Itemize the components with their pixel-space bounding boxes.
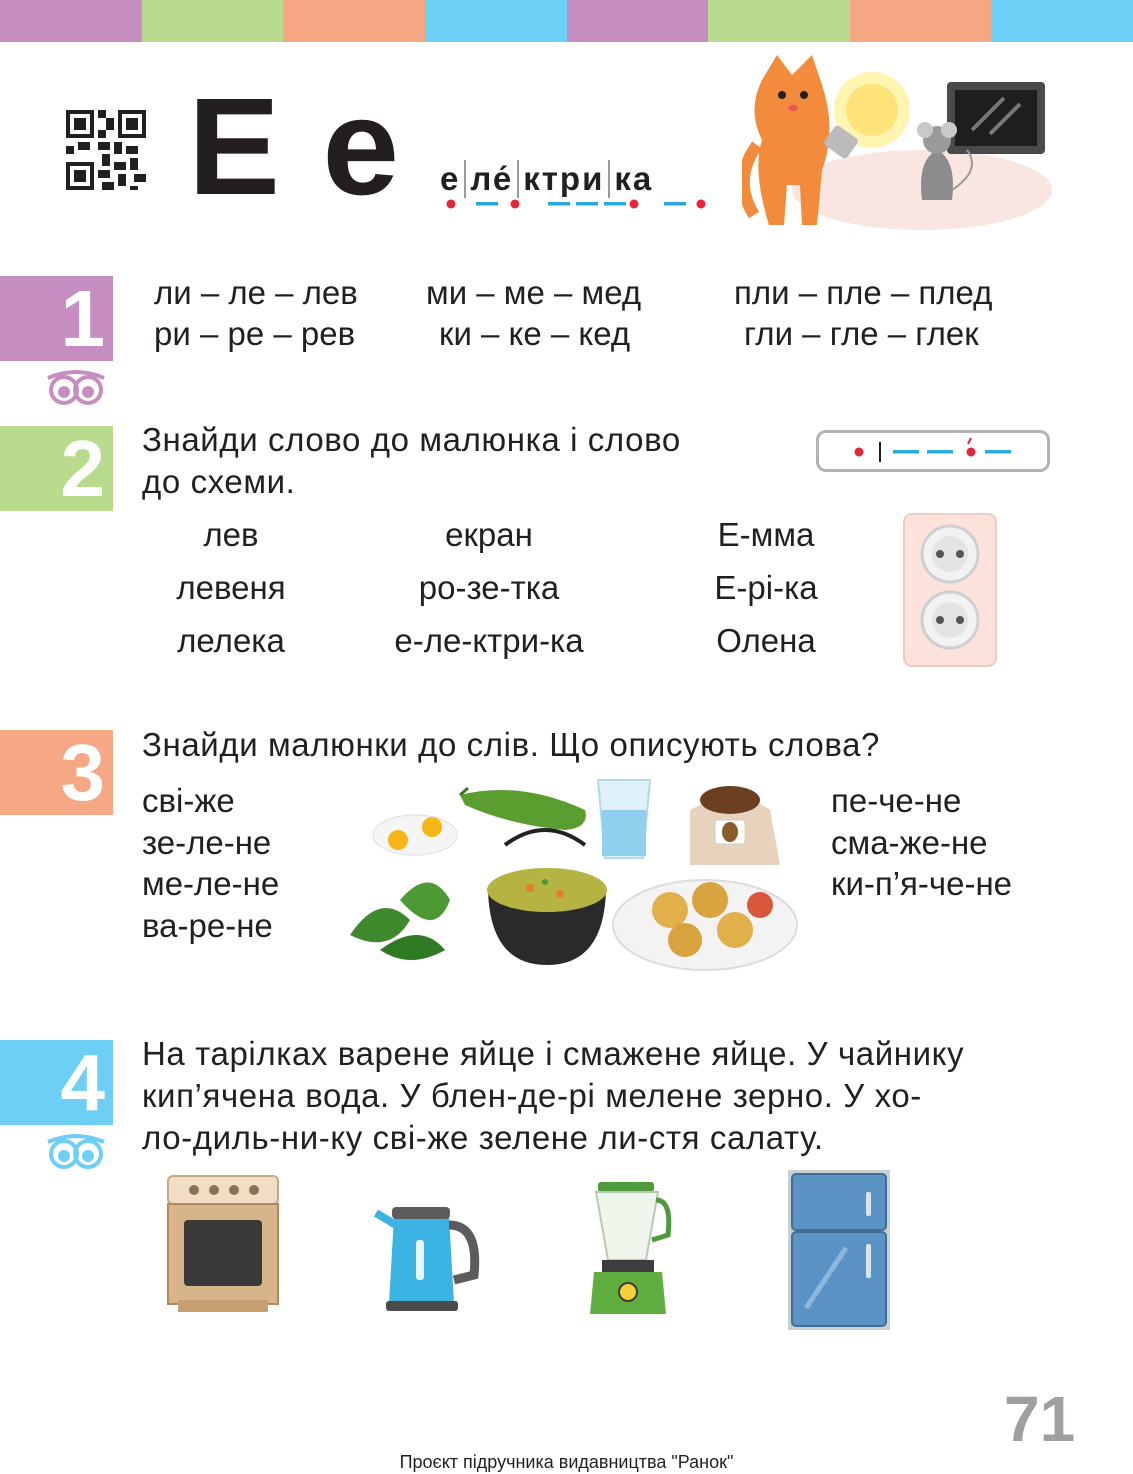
word: Е-рі-ка [714,569,818,606]
refrigerator-image [786,1168,892,1332]
word: зе-ле-не [142,823,272,861]
blender-image [582,1180,674,1316]
word: екран [445,516,533,553]
word: Е-мма [717,516,815,553]
prompt-line: до схеми. [142,463,296,500]
task-number-3: 3 [0,730,113,815]
syllable: ктри [517,160,608,198]
stove-image [164,1172,282,1314]
word: сма-же-не [831,823,988,861]
syllable-chain: ри – ре – рев [154,315,356,352]
syllable-chain: пли – пле – плед [734,274,993,311]
task-number-1: 1 [0,276,113,361]
color-strip [567,0,709,42]
letter-heading: Е е [188,70,402,224]
word-list-right [831,780,1012,905]
syllable-chain: ми – ме – мед [426,274,642,311]
word: ме-ле-не [142,865,280,902]
syllable: ка [608,160,657,198]
owl-eyes-icon [44,370,108,406]
syllable: е [440,160,461,197]
prompt-line: Знайди слово до малюнка і слово [142,421,681,458]
word: сві-же [142,782,235,819]
syllable-chain: ли – ле – лев [154,274,358,311]
power-socket-image [902,512,998,668]
word: е-ле-ктри-ка [394,622,584,659]
task-number-4: 4 [0,1040,113,1125]
color-strip [850,0,992,42]
color-strip [425,0,567,42]
page-number: 71 [1004,1383,1076,1455]
top-color-bar [0,0,1133,42]
syllable-row-2 [154,315,979,353]
qr-code-icon[interactable] [66,110,146,190]
task-3-prompt: Знайди малюнки до слів. Що описують слова? [142,726,881,763]
syllable: ле́ [464,160,517,198]
word: левеня [176,569,286,606]
syllable-row-1 [154,274,992,312]
syllable-chain: ки – ке – кед [439,315,631,352]
color-strip [0,0,142,42]
cat-mouse-illustration [742,50,1052,235]
color-strip [708,0,850,42]
footer-text: Проєкт підручника видавництва "Ранок" [399,1452,734,1472]
word: ки-п’я-че-не [831,865,1013,902]
text-line: кип’ячена вода. У блен-де-рі мелене зерно. У хо- [142,1077,922,1114]
word: ро-зе-тка [418,569,560,606]
word: лев [203,516,259,553]
task-number-2: 2 [0,426,113,511]
color-strip [283,0,425,42]
word-list-left [142,780,279,946]
task-2-prompt [142,419,681,503]
word-scheme [819,433,1047,469]
food-pictures [340,770,800,975]
word: ва-ре-не [142,906,273,944]
color-strip [991,0,1133,42]
owl-eyes-icon [44,1134,108,1170]
syllable-chain: гли – гле – глек [744,315,979,352]
word: лелека [177,622,285,659]
word: Олена [716,622,816,659]
sound-scheme [436,192,716,212]
color-strip [142,0,284,42]
task-4-text [142,1033,1052,1159]
text-line: ло-диль-ни-ку сві-же зелене ли-стя салату. [142,1119,824,1156]
text-line: На тарілках варене яйце і смажене яйце. У чайнику [142,1035,965,1072]
word: пе-че-не [831,782,962,819]
word-scheme-box [816,430,1050,472]
kettle-image [374,1195,484,1313]
